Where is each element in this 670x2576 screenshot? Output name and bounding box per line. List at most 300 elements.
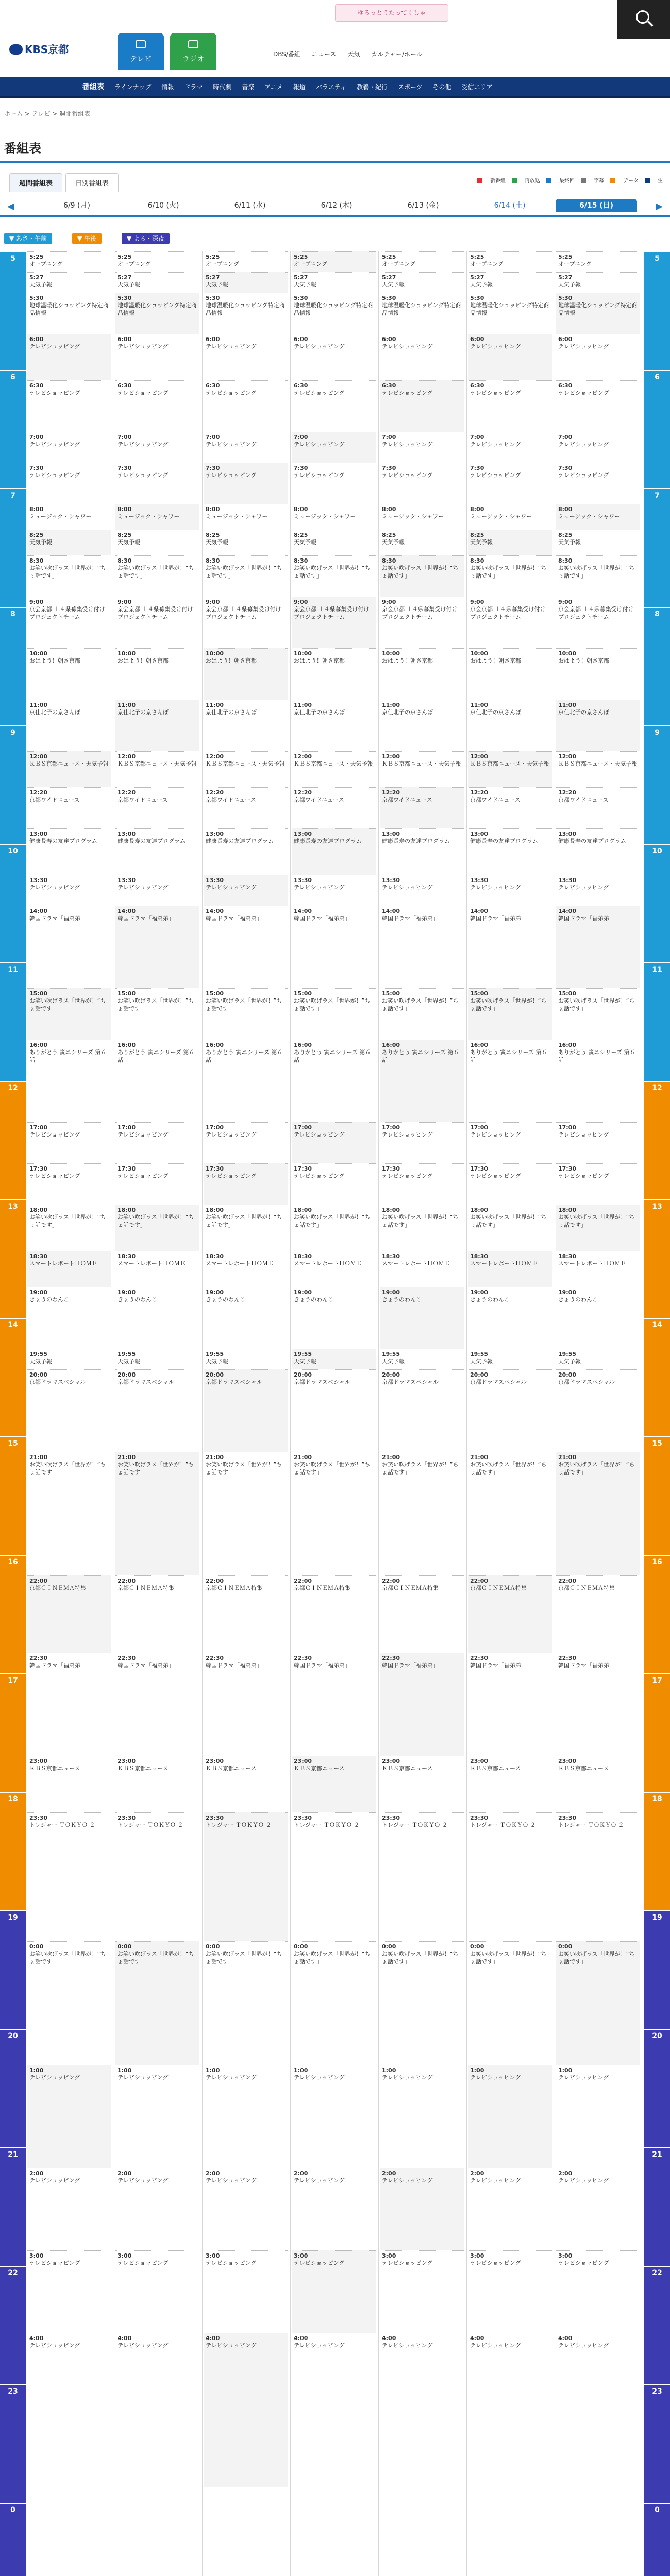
program-cell[interactable] (292, 828, 376, 875)
category-nav-item[interactable]: ラインナップ (114, 83, 152, 91)
program-cell[interactable] (468, 1205, 552, 1251)
program-cell[interactable] (115, 906, 199, 988)
program-cell[interactable] (556, 597, 640, 648)
program-cell[interactable] (380, 555, 464, 597)
program-cell[interactable] (556, 787, 640, 828)
program-cell[interactable] (115, 463, 199, 504)
program-cell[interactable] (204, 597, 288, 648)
program-cell[interactable] (292, 380, 376, 432)
program-cell[interactable] (468, 1369, 552, 1452)
program-cell[interactable] (27, 1756, 111, 1812)
program-cell[interactable] (115, 1287, 199, 1349)
program-cell[interactable] (204, 1251, 288, 1287)
program-cell[interactable] (115, 555, 199, 597)
tab-daily[interactable]: 日別番組表 (65, 173, 119, 192)
program-cell[interactable] (380, 380, 464, 432)
program-cell[interactable] (27, 1653, 111, 1756)
program-cell[interactable] (380, 251, 464, 272)
program-cell[interactable] (468, 1287, 552, 1349)
date-tab[interactable]: 6/14 (土) (494, 201, 526, 210)
program-cell[interactable] (556, 1369, 640, 1452)
category-nav-item[interactable]: 時代劇 (213, 83, 232, 91)
program-cell[interactable] (204, 2250, 288, 2333)
category-nav-item[interactable]: ドラマ (184, 83, 203, 91)
program-cell[interactable] (27, 1575, 111, 1653)
program-cell[interactable] (556, 828, 640, 875)
program-cell[interactable] (204, 828, 288, 875)
program-cell[interactable] (380, 1349, 464, 1369)
date-tab[interactable]: 6/15 (日) (556, 199, 637, 212)
program-cell[interactable] (556, 380, 640, 432)
category-nav-item[interactable]: 報道 (293, 83, 306, 91)
program-cell[interactable] (468, 2250, 552, 2333)
program-cell[interactable] (468, 432, 552, 463)
program-cell[interactable] (556, 463, 640, 504)
program-cell[interactable] (380, 1369, 464, 1452)
program-cell[interactable] (468, 1122, 552, 1163)
program-cell[interactable] (292, 1349, 376, 1369)
program-cell[interactable] (292, 2250, 376, 2333)
program-cell[interactable] (292, 1163, 376, 1205)
program-cell[interactable] (556, 2065, 640, 2168)
program-cell[interactable] (468, 1756, 552, 1812)
program-cell[interactable] (380, 1812, 464, 1941)
program-cell[interactable] (380, 463, 464, 504)
program-cell[interactable] (556, 1812, 640, 1941)
program-cell[interactable] (468, 272, 552, 293)
program-cell[interactable] (115, 2333, 199, 2487)
program-cell[interactable] (204, 1653, 288, 1756)
program-cell[interactable] (204, 1122, 288, 1163)
program-cell[interactable] (380, 2168, 464, 2250)
program-cell[interactable] (380, 648, 464, 700)
program-cell[interactable] (115, 648, 199, 700)
time-band-button[interactable]: ▼ あさ・午前 (4, 233, 52, 244)
program-cell[interactable] (115, 875, 199, 906)
program-cell[interactable] (292, 1369, 376, 1452)
program-cell[interactable] (292, 504, 376, 530)
program-cell[interactable] (204, 463, 288, 504)
program-cell[interactable] (115, 1349, 199, 1369)
program-cell[interactable] (204, 751, 288, 787)
program-cell[interactable] (380, 2250, 464, 2333)
program-cell[interactable] (115, 751, 199, 787)
program-cell[interactable] (292, 906, 376, 988)
program-cell[interactable] (380, 2333, 464, 2487)
program-cell[interactable] (115, 432, 199, 463)
program-cell[interactable] (27, 463, 111, 504)
program-cell[interactable] (292, 2168, 376, 2250)
program-cell[interactable] (115, 293, 199, 334)
program-cell[interactable] (292, 1756, 376, 1812)
program-cell[interactable] (115, 700, 199, 751)
program-cell[interactable] (556, 1575, 640, 1653)
program-cell[interactable] (27, 1812, 111, 1941)
program-cell[interactable] (292, 1653, 376, 1756)
program-cell[interactable] (292, 1812, 376, 1941)
program-cell[interactable] (292, 334, 376, 380)
date-tab[interactable]: 6/9 (月) (63, 201, 90, 210)
program-cell[interactable] (468, 2333, 552, 2487)
program-cell[interactable] (204, 1812, 288, 1941)
program-time: 23:30 (206, 1815, 224, 1821)
program-cell[interactable] (292, 463, 376, 504)
program-cell[interactable] (292, 272, 376, 293)
program-cell[interactable] (204, 875, 288, 906)
program-cell[interactable] (27, 504, 111, 530)
program-cell[interactable] (556, 1205, 640, 1251)
program-cell[interactable] (27, 2168, 111, 2250)
search-button[interactable] (617, 0, 670, 39)
program-cell[interactable] (468, 380, 552, 432)
program-cell[interactable] (556, 432, 640, 463)
program-cell[interactable] (468, 787, 552, 828)
program-cell[interactable] (468, 251, 552, 272)
program-cell[interactable] (556, 906, 640, 988)
program-cell[interactable] (27, 648, 111, 700)
program-cell[interactable] (468, 1575, 552, 1653)
category-nav-item[interactable]: 受信エリア (461, 83, 493, 91)
program-cell[interactable] (468, 530, 552, 555)
program-cell[interactable] (468, 1040, 552, 1122)
program-cell[interactable] (556, 530, 640, 555)
program-cell[interactable] (27, 432, 111, 463)
category-nav-item[interactable]: 教養・紀行 (356, 83, 388, 91)
program-cell[interactable] (556, 1452, 640, 1575)
program-cell[interactable] (556, 1163, 640, 1205)
program-cell[interactable] (204, 2333, 288, 2487)
banner-ad[interactable]: ゆるっとうたってくしゃ (335, 4, 448, 22)
program-cell[interactable] (556, 751, 640, 787)
program-cell[interactable] (380, 1287, 464, 1349)
program-cell[interactable] (115, 1653, 199, 1756)
program-cell[interactable] (27, 251, 111, 272)
program-cell[interactable] (380, 751, 464, 787)
program-cell[interactable] (556, 1653, 640, 1756)
category-nav-item[interactable]: その他 (432, 83, 451, 91)
program-cell[interactable] (27, 1122, 111, 1163)
program-cell[interactable] (115, 334, 199, 380)
program-cell[interactable] (380, 828, 464, 875)
next-week-icon[interactable]: ▶ (656, 201, 663, 212)
program-cell[interactable] (204, 988, 288, 1040)
program-cell[interactable] (292, 555, 376, 597)
program-cell[interactable] (556, 1040, 640, 1122)
program-cell[interactable] (204, 251, 288, 272)
program-cell[interactable] (556, 2333, 640, 2487)
program-cell[interactable] (556, 555, 640, 597)
program-cell[interactable] (292, 875, 376, 906)
program-cell[interactable] (115, 597, 199, 648)
program-cell[interactable] (292, 1122, 376, 1163)
program-cell[interactable] (115, 1205, 199, 1251)
program-cell[interactable] (204, 504, 288, 530)
program-cell[interactable] (380, 1575, 464, 1653)
program-cell[interactable] (204, 1452, 288, 1575)
program-cell[interactable] (292, 251, 376, 272)
program-cell[interactable] (292, 988, 376, 1040)
time-band-button[interactable]: ▼ 午後 (72, 233, 102, 244)
date-tab[interactable]: 6/12 (木) (321, 201, 353, 210)
program-cell[interactable] (27, 751, 111, 787)
program-cell[interactable] (115, 1122, 199, 1163)
category-nav-item[interactable]: アニメ (264, 83, 283, 91)
program-cell[interactable] (115, 2250, 199, 2333)
program-cell[interactable] (115, 251, 199, 272)
program-cell[interactable] (115, 988, 199, 1040)
program-cell[interactable] (292, 1287, 376, 1349)
program-cell[interactable] (27, 272, 111, 293)
program-cell[interactable] (27, 875, 111, 906)
program-cell[interactable] (27, 334, 111, 380)
program-cell[interactable] (380, 988, 464, 1040)
program-cell[interactable] (468, 555, 552, 597)
tv-button[interactable] (118, 33, 164, 70)
category-nav-item[interactable]: 番組表 (82, 83, 104, 91)
program-cell[interactable] (556, 1349, 640, 1369)
program-cell[interactable] (380, 334, 464, 380)
program-cell[interactable] (380, 1756, 464, 1812)
program-cell[interactable] (380, 293, 464, 334)
program-cell[interactable] (204, 1040, 288, 1122)
program-cell[interactable] (292, 1452, 376, 1575)
program-cell[interactable] (292, 1575, 376, 1653)
site-nav-item[interactable]: DBS/番組 (273, 50, 300, 58)
program-cell[interactable] (292, 432, 376, 463)
program-cell[interactable] (204, 293, 288, 334)
program-cell[interactable] (556, 1122, 640, 1163)
site-nav-item[interactable]: ニュース (311, 50, 337, 58)
program-cell[interactable] (468, 875, 552, 906)
program-cell[interactable] (468, 504, 552, 530)
program-cell[interactable] (468, 597, 552, 648)
program-cell[interactable] (204, 1163, 288, 1205)
logo[interactable] (9, 41, 69, 56)
program-cell[interactable] (468, 1452, 552, 1575)
program-cell[interactable] (27, 906, 111, 988)
program-cell[interactable] (115, 1040, 199, 1122)
program-cell[interactable] (27, 1941, 111, 2065)
program-cell[interactable] (380, 1122, 464, 1163)
program-cell[interactable] (468, 700, 552, 751)
program-cell[interactable] (556, 334, 640, 380)
program-cell[interactable] (27, 2250, 111, 2333)
program-cell[interactable] (27, 1205, 111, 1251)
program-cell[interactable] (204, 787, 288, 828)
program-cell[interactable] (292, 530, 376, 555)
program-cell[interactable] (380, 1251, 464, 1287)
program-cell[interactable] (27, 700, 111, 751)
program-cell[interactable] (115, 828, 199, 875)
program-cell[interactable] (556, 1756, 640, 1812)
radio-button[interactable] (170, 33, 216, 70)
program-cell[interactable] (204, 334, 288, 380)
program-cell[interactable] (204, 1941, 288, 2065)
program-cell[interactable] (556, 1287, 640, 1349)
program-cell[interactable] (292, 787, 376, 828)
program-cell[interactable] (27, 2065, 111, 2168)
program-cell[interactable] (380, 530, 464, 555)
program-cell[interactable] (292, 293, 376, 334)
program-cell[interactable] (115, 2168, 199, 2250)
program-cell[interactable] (468, 1653, 552, 1756)
program-cell[interactable] (115, 530, 199, 555)
program-cell[interactable] (204, 1575, 288, 1653)
program-cell[interactable] (556, 648, 640, 700)
category-nav-item[interactable]: スポーツ (397, 83, 423, 91)
program-cell[interactable] (292, 1941, 376, 2065)
program-cell[interactable] (27, 555, 111, 597)
program-cell[interactable] (204, 2168, 288, 2250)
program-cell[interactable] (27, 380, 111, 432)
program-cell[interactable] (292, 751, 376, 787)
program-cell[interactable] (115, 272, 199, 293)
category-nav-item[interactable]: 音楽 (242, 83, 255, 91)
site-nav-item[interactable]: カルチャー/ホール (371, 50, 423, 58)
program-cell[interactable] (115, 504, 199, 530)
program-cell[interactable] (380, 1163, 464, 1205)
program-cell[interactable] (556, 1941, 640, 2065)
program-cell[interactable] (204, 1369, 288, 1452)
program-cell[interactable] (556, 700, 640, 751)
tab-weekly[interactable]: 週間番組表 (9, 173, 62, 192)
program-cell[interactable] (27, 293, 111, 334)
program-cell[interactable] (292, 597, 376, 648)
program-cell[interactable] (468, 906, 552, 988)
program-cell[interactable] (27, 1163, 111, 1205)
program-cell[interactable] (204, 272, 288, 293)
program-cell[interactable] (115, 1941, 199, 2065)
program-cell[interactable] (204, 555, 288, 597)
program-cell[interactable] (204, 432, 288, 463)
program-time: 4:00 (294, 2335, 308, 2342)
program-cell[interactable] (27, 828, 111, 875)
program-cell[interactable] (556, 2250, 640, 2333)
program-cell[interactable] (380, 504, 464, 530)
program-cell[interactable] (27, 1287, 111, 1349)
program-cell[interactable] (380, 272, 464, 293)
program-cell[interactable] (380, 787, 464, 828)
program-cell[interactable] (115, 1163, 199, 1205)
program-cell[interactable] (380, 1452, 464, 1575)
date-tab[interactable]: 6/10 (火) (147, 201, 179, 210)
program-cell[interactable] (556, 504, 640, 530)
program-cell[interactable] (380, 1653, 464, 1756)
program-cell[interactable] (468, 648, 552, 700)
program-cell[interactable] (292, 648, 376, 700)
program-cell[interactable] (115, 2065, 199, 2168)
program-cell[interactable] (115, 380, 199, 432)
program-cell[interactable] (292, 1040, 376, 1122)
program-cell[interactable] (27, 597, 111, 648)
program-cell[interactable] (468, 2168, 552, 2250)
program-cell[interactable] (27, 787, 111, 828)
category-nav-item[interactable]: バラエティ (315, 83, 346, 91)
program-cell[interactable] (380, 1205, 464, 1251)
program-cell[interactable] (556, 1251, 640, 1287)
prev-week-icon[interactable]: ◀ (7, 201, 14, 212)
program-cell[interactable] (380, 875, 464, 906)
program-cell[interactable] (27, 1452, 111, 1575)
program-cell[interactable] (115, 1756, 199, 1812)
program-cell[interactable] (468, 988, 552, 1040)
program-cell[interactable] (292, 2333, 376, 2487)
program-cell[interactable] (380, 597, 464, 648)
program-title: 京仕北子の京さんぽ (118, 709, 169, 716)
program-cell[interactable] (27, 1349, 111, 1369)
program-cell[interactable] (556, 875, 640, 906)
category-nav-item[interactable]: 情報 (161, 83, 174, 91)
program-cell[interactable] (27, 1040, 111, 1122)
program-cell[interactable] (468, 1163, 552, 1205)
program-cell[interactable] (556, 988, 640, 1040)
program-cell[interactable] (380, 906, 464, 988)
program-cell[interactable] (27, 1369, 111, 1452)
program-cell[interactable] (115, 1369, 199, 1452)
program-cell[interactable] (27, 1251, 111, 1287)
program-cell[interactable] (115, 1575, 199, 1653)
program-cell[interactable] (380, 700, 464, 751)
program-cell[interactable] (556, 2168, 640, 2250)
program-cell[interactable] (468, 1941, 552, 2065)
program-cell[interactable] (556, 251, 640, 272)
program-cell[interactable] (27, 988, 111, 1040)
program-cell[interactable] (468, 1251, 552, 1287)
date-tab[interactable]: 6/13 (金) (407, 201, 439, 210)
program-cell[interactable] (115, 1452, 199, 1575)
program-cell[interactable] (204, 1205, 288, 1251)
program-cell[interactable] (115, 1812, 199, 1941)
program-cell[interactable] (292, 1205, 376, 1251)
program-cell[interactable] (204, 1756, 288, 1812)
program-cell[interactable] (204, 1349, 288, 1369)
program-cell[interactable] (468, 1349, 552, 1369)
program-cell[interactable] (468, 463, 552, 504)
program-cell[interactable] (380, 1040, 464, 1122)
program-cell[interactable] (115, 1251, 199, 1287)
program-cell[interactable] (468, 293, 552, 334)
program-cell[interactable] (292, 1251, 376, 1287)
program-title: おはよう！朝さ京都 (294, 657, 345, 664)
program-cell[interactable] (27, 530, 111, 555)
program-cell[interactable] (204, 2065, 288, 2168)
program-cell[interactable] (468, 2065, 552, 2168)
program-cell[interactable] (468, 828, 552, 875)
time-band-button[interactable]: ▼ よる・深夜 (122, 233, 170, 244)
program-cell[interactable] (204, 648, 288, 700)
program-cell[interactable] (468, 334, 552, 380)
program-cell[interactable] (556, 272, 640, 293)
program-cell[interactable] (292, 2065, 376, 2168)
program-cell[interactable] (204, 906, 288, 988)
program-cell[interactable] (556, 293, 640, 334)
site-nav-item[interactable]: 天気 (347, 50, 360, 58)
program-time: 3:00 (294, 2252, 308, 2259)
program-cell[interactable] (204, 530, 288, 555)
program-cell[interactable] (115, 787, 199, 828)
program-cell[interactable] (468, 751, 552, 787)
program-cell[interactable] (204, 380, 288, 432)
program-cell[interactable] (468, 1812, 552, 1941)
program-cell[interactable] (204, 1287, 288, 1349)
program-cell[interactable] (292, 700, 376, 751)
program-cell[interactable] (380, 2065, 464, 2168)
program-cell[interactable] (27, 2333, 111, 2487)
date-tab[interactable]: 6/11 (水) (234, 201, 266, 210)
program-cell[interactable] (380, 432, 464, 463)
program-cell[interactable] (380, 1941, 464, 2065)
program-cell[interactable] (204, 700, 288, 751)
